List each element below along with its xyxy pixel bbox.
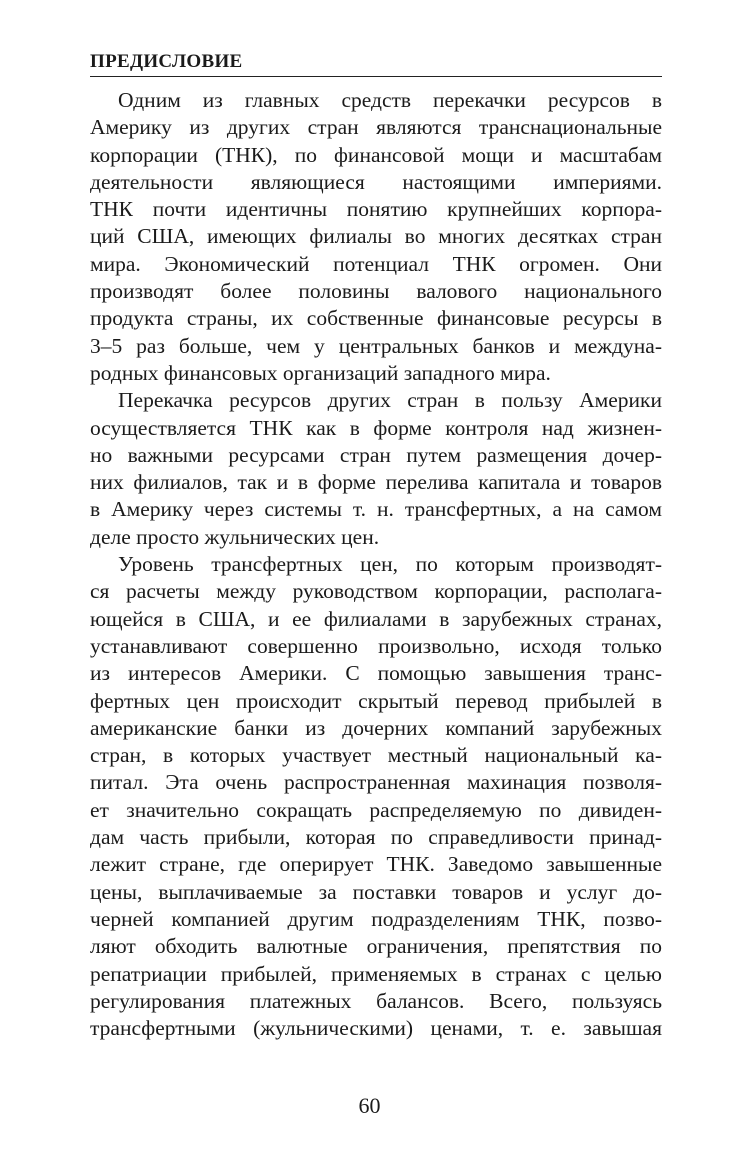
text-line: Перекачка ресурсов других стран в пользу Америки: [118, 388, 662, 413]
running-head: ПРЕДИСЛОВИЕ: [90, 50, 662, 77]
text-line: ет значительно сокращать распределяемую по дивиден-: [90, 797, 662, 822]
text-line: черней компанией другим подразделениям ТНК, позво-: [90, 906, 662, 931]
text-line: мира. Экономический потенциал ТНК огромен. Они: [90, 251, 662, 276]
text-line: ся расчеты между руководством корпорации, располага-: [90, 579, 662, 604]
text-line: 3–5 раз больше, чем у центральных банков и междуна-: [90, 333, 662, 358]
book-page: [90, 50, 662, 1042]
text-line: из интересов Америки. С помощью завышения транс-: [90, 661, 662, 686]
text-line: ющейся в США, и ее филиалами в зарубежных странах,: [90, 606, 662, 631]
text-line: деятельности являющиеся настоящими империями.: [90, 169, 662, 194]
text-line: осуществляется ТНК как в форме контроля над жизнен-: [90, 415, 662, 440]
text-line: дам часть прибыли, которая по справедливости принад-: [90, 825, 662, 850]
text-line: репатриации прибылей, применяемых в странах с целью: [90, 961, 662, 986]
text-line: производят более половины валового национального: [90, 279, 662, 304]
text-line: устанавливают совершенно произвольно, исходя только: [90, 633, 662, 658]
text-line: стран, в которых участвует местный национальный ка-: [90, 743, 662, 768]
text-line: американские банки из дочерних компаний зарубежных: [90, 715, 662, 740]
page-number: 60: [358, 1093, 381, 1118]
text-line: Америку из других стран являются транснациональные: [90, 115, 662, 140]
text-line: фертных цен происходит скрытый перевод прибылей в: [90, 688, 662, 713]
text-line: но важными ресурсами стран путем размещения дочер-: [90, 442, 662, 467]
text-line: ций США, имеющих филиалы во многих десятках стран: [90, 224, 662, 249]
text-line: родных финансовых организаций западного мира.: [90, 360, 551, 385]
text-line: цены, выплачиваемые за поставки товаров и услуг до-: [90, 879, 662, 904]
text-line: трансфертными (жульническими) ценами, т. е. завышая: [90, 1016, 662, 1041]
text-line: питал. Эта очень распространенная махинация позволя-: [90, 770, 662, 795]
text-line: регулирования платежных балансов. Всего, пользуясь: [90, 988, 662, 1013]
text-line: них филиалов, так и в форме перелива капитала и товаров: [90, 470, 662, 495]
text-line: в Америку через системы т. н. трансфертных, а на самом: [90, 497, 662, 522]
text-line: лежит стране, где оперирует ТНК. Заведомо завышенные: [90, 852, 662, 877]
paragraph: [90, 387, 662, 551]
text-line: Одним из главных средств перекачки ресурсов в: [118, 88, 662, 112]
text-line: Уровень трансфертных цен, по которым производят-: [118, 552, 662, 577]
paragraph: [90, 551, 662, 1042]
body-text: [90, 87, 662, 1042]
text-line: корпорации (ТНК), по финансовой мощи и масштабам: [90, 142, 662, 167]
text-line: деле просто жульнических цен.: [90, 524, 380, 549]
paragraph: [90, 87, 662, 387]
text-line: ляют обходить валютные ограничения, препятствия по: [90, 934, 662, 959]
text-line: ТНК почти идентичны понятию крупнейших корпора-: [90, 197, 662, 222]
text-line: продукта страны, их собственные финансовые ресурсы в: [90, 306, 662, 331]
